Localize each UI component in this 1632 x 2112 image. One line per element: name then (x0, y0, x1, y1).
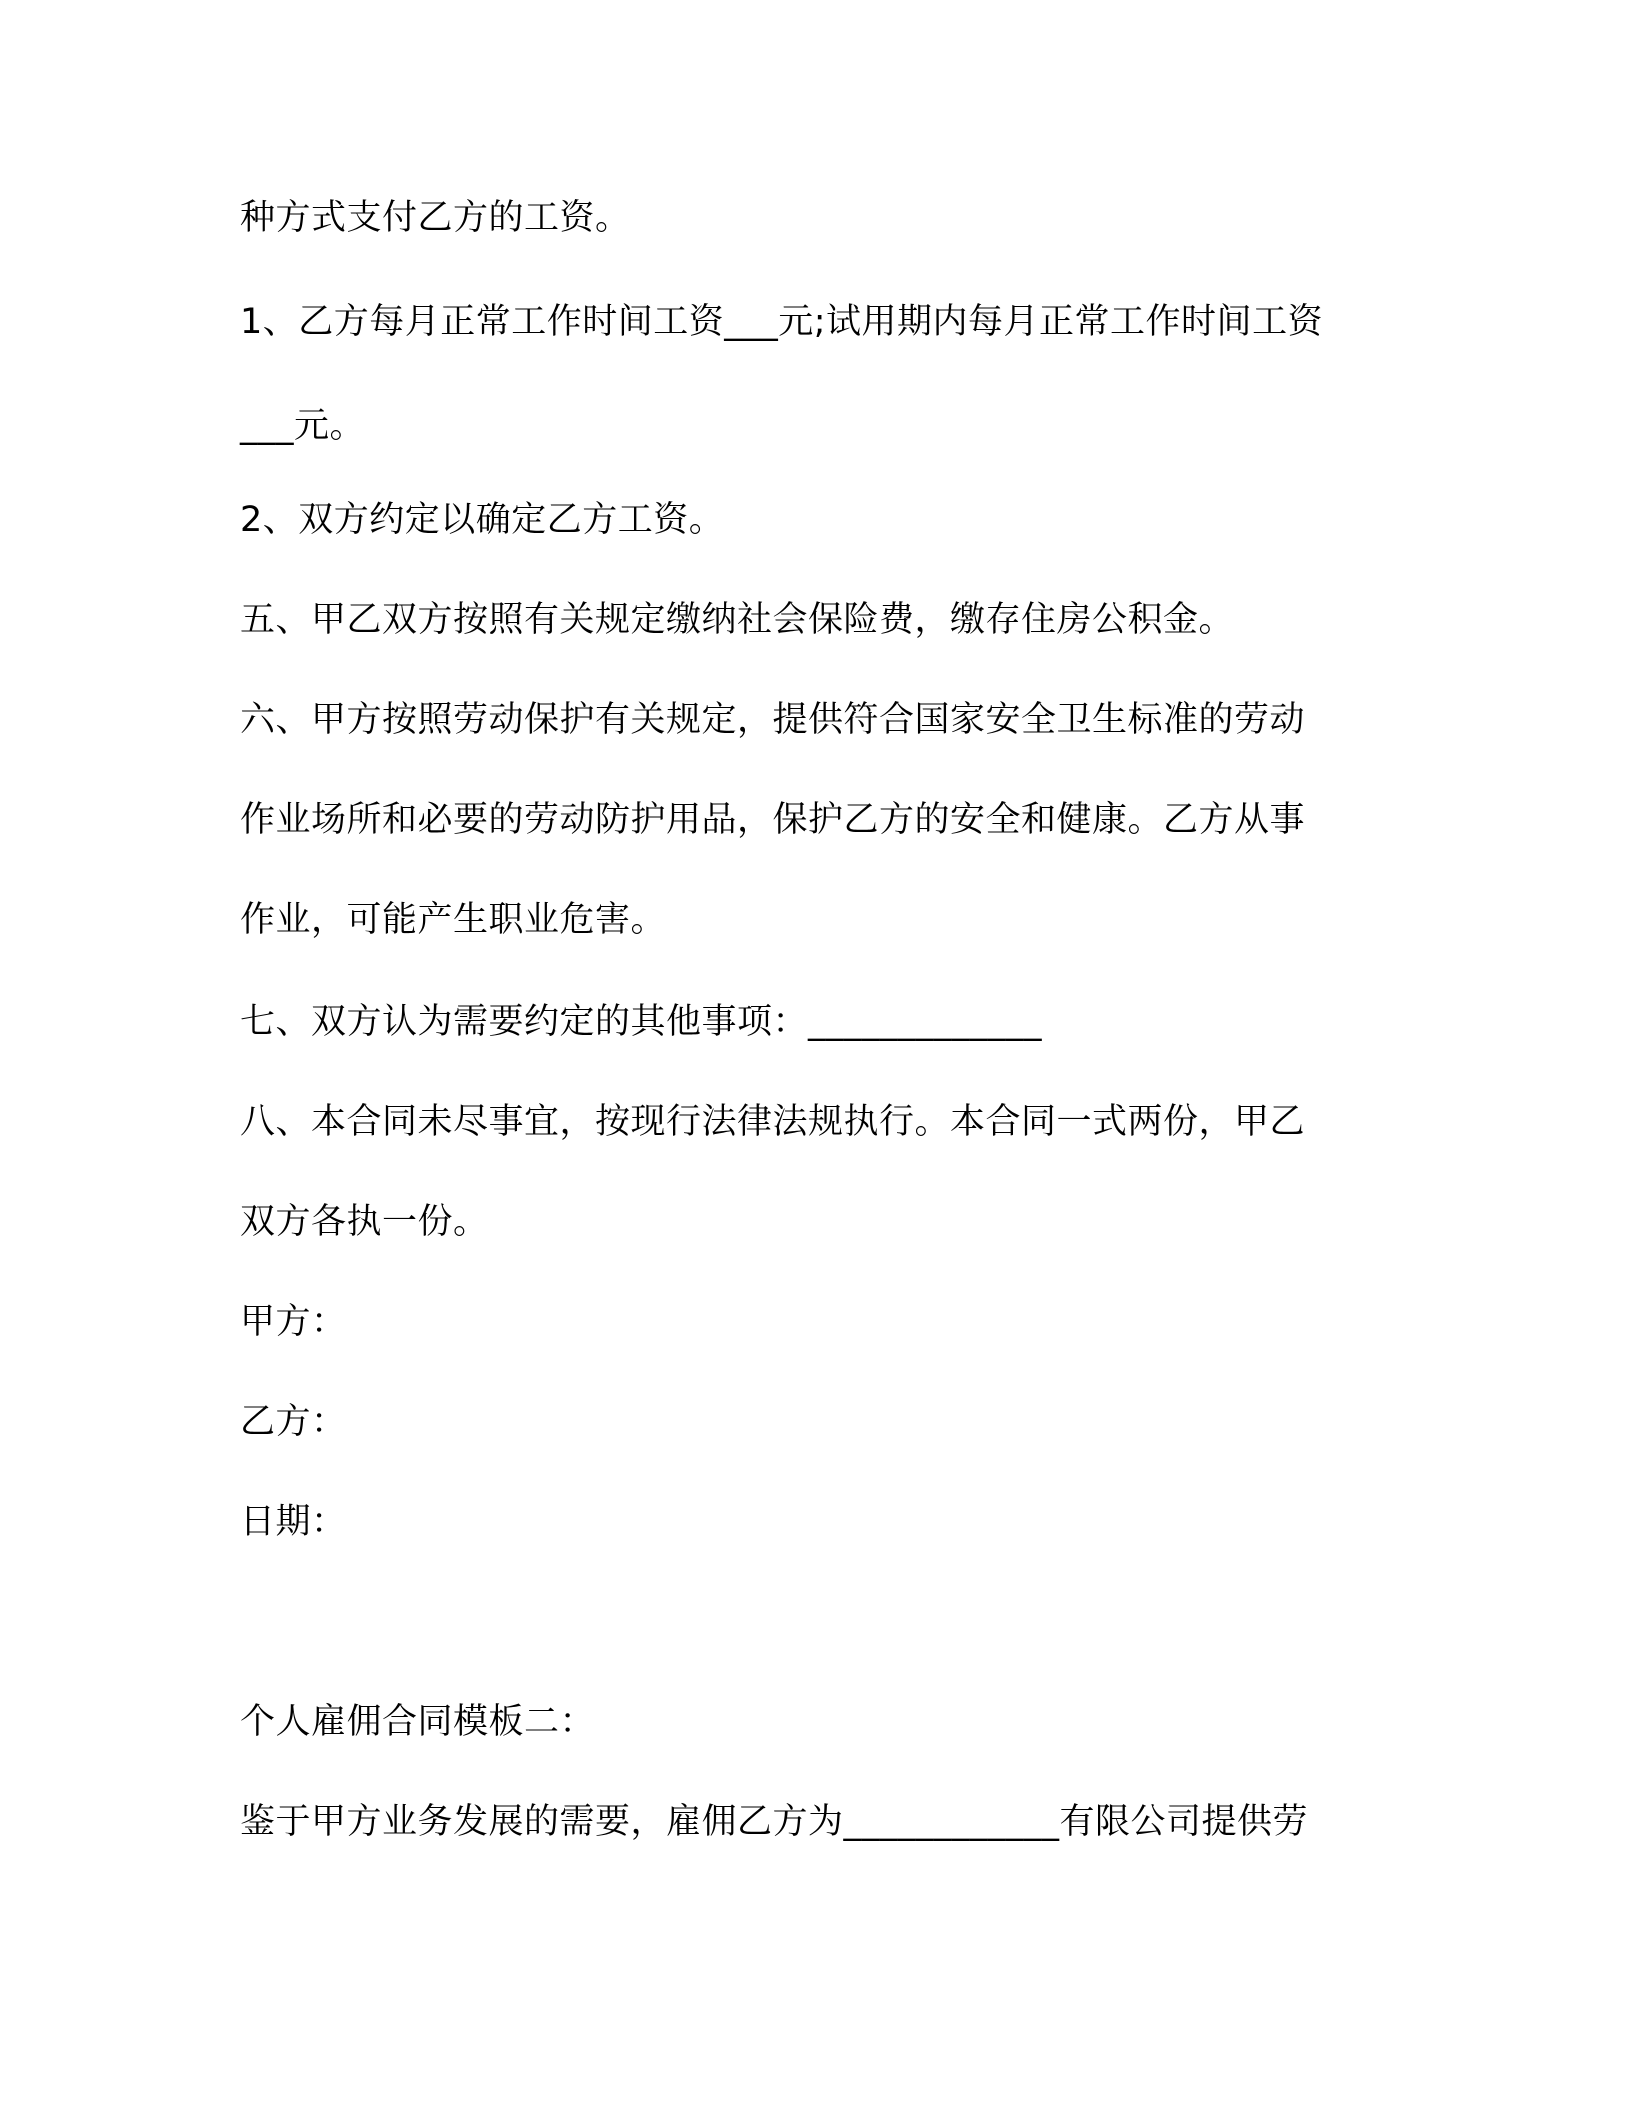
section-heading: 个人雇佣合同模板二： (240, 1702, 596, 1742)
text-line: 作业场所和必要的劳动防护用品，保护乙方的安全和健康。乙方从事 (240, 800, 1306, 840)
text-line: 六、甲方按照劳动保护有关规定，提供符合国家安全卫生标准的劳动 (240, 700, 1306, 740)
text-line: 七、双方认为需要约定的其他事项：_____________ (240, 1002, 1043, 1042)
text-line: 1、乙方每月正常工作时间工资___元;试用期内每月正常工作时间工资 (240, 302, 1324, 342)
text-line: 双方各执一份。 (240, 1202, 489, 1242)
text-line: 2、双方约定以确定乙方工资。 (240, 500, 725, 540)
party-b-label: 乙方： (240, 1402, 347, 1442)
text-line: 作业，可能产生职业危害。 (240, 900, 667, 940)
text-line: 五、甲乙双方按照有关规定缴纳社会保险费，缴存住房公积金。 (240, 600, 1235, 640)
text-line: 八、本合同未尽事宜，按现行法律法规执行。本合同一式两份，甲乙 (240, 1102, 1306, 1142)
text-line: ___元。 (240, 406, 366, 446)
party-a-label: 甲方： (240, 1302, 347, 1342)
text-line: 鉴于甲方业务发展的需要，雇佣乙方为____________有限公司提供劳 (240, 1802, 1309, 1842)
text-line: 种方式支付乙方的工资。 (240, 198, 631, 238)
date-label: 日期： (240, 1502, 347, 1542)
